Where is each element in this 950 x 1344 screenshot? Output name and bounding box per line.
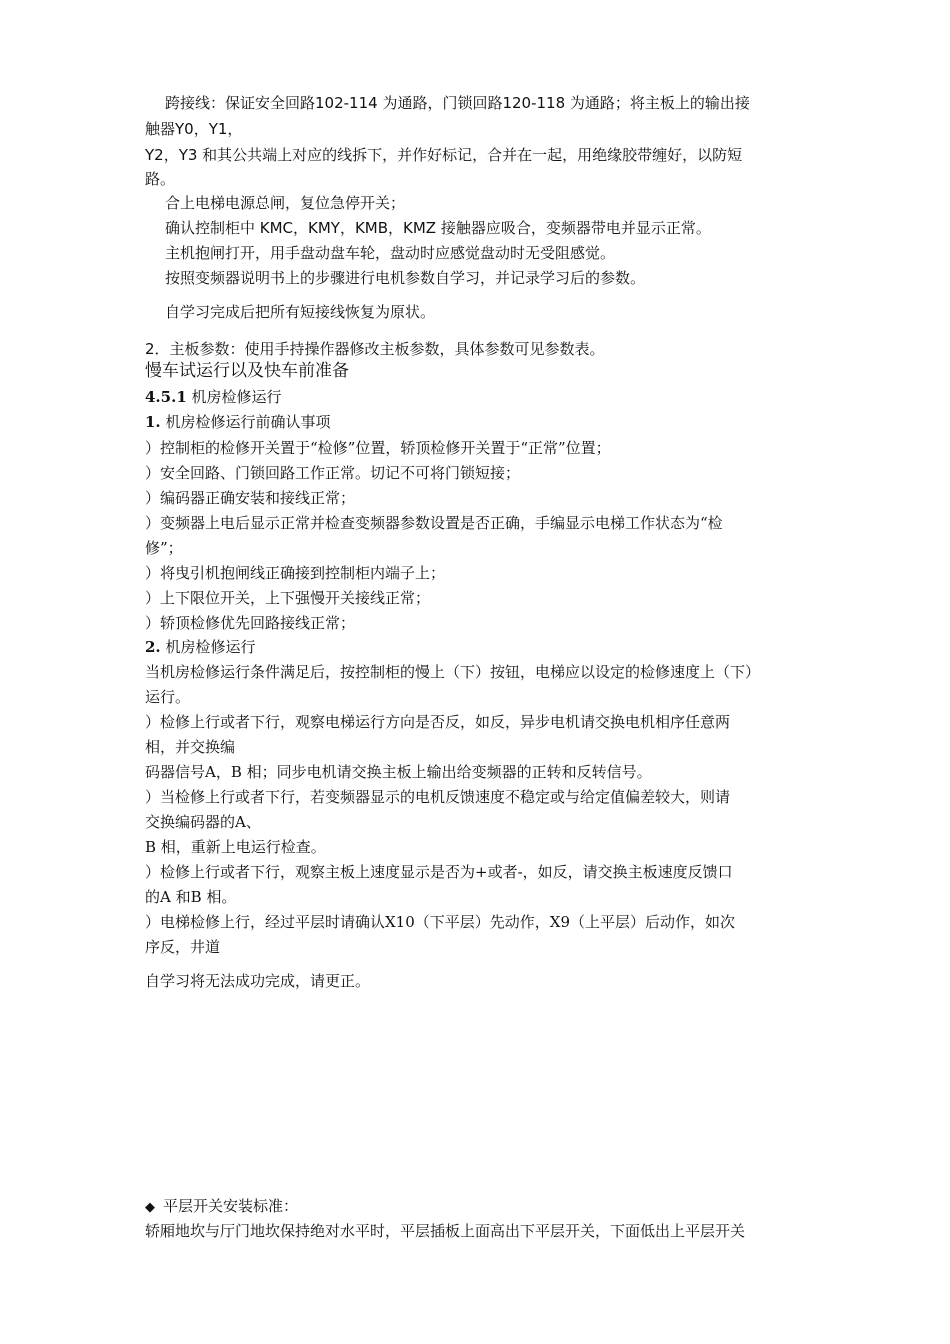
section-heading: 慢车试运行以及快车前准备: [145, 361, 349, 381]
list-item: ）控制柜的检修开关置于“检修”位置，轿顶检修开关置于“正常”位置；: [145, 439, 611, 457]
list-item: ）电梯检修上行，经过平层时请确认X10（下平层）先动作，X9（上平层）后动作，如次: [145, 913, 735, 931]
list-item: ）检修上行或者下行，观察主板上速度显示是否为+或者-，如反，请交换主板速度反馈口: [145, 863, 733, 881]
item-number: 1.: [145, 413, 161, 431]
text-line: 自学习完成后把所有短接线恢复为原状。: [165, 303, 436, 321]
text-line: 的A 和B 相。: [145, 888, 237, 906]
text-line: 路。: [145, 170, 176, 188]
section-number: 4.5.1: [145, 388, 187, 406]
text-line: 轿厢地坎与厅门地坎保持绝对水平时，平层插板上面高出下平层开关，下面低出上平层开关: [145, 1222, 746, 1240]
text-line: 序反，井道: [145, 938, 221, 956]
text-line: 运行。: [145, 688, 191, 706]
subsection-heading: [145, 637, 815, 657]
list-item: ）变频器上电后显示正常并检查变频器参数设置是否正确，手编显示电梯工作状态为“检: [145, 514, 723, 532]
list-item: ）当检修上行或者下行，若变频器显示的电机反馈速度不稳定或与给定值偏差较大，则请: [145, 788, 731, 806]
text-line: 合上电梯电源总闸，复位急停开关；: [165, 194, 406, 212]
diamond-bullet-icon: ◆: [145, 1200, 155, 1215]
heading-text: 机房检修运行前确认事项: [165, 413, 331, 431]
text-line: 按照变频器说明书上的步骤进行电机参数自学习，并记录学习后的参数。: [165, 269, 646, 287]
text-line: 相，并交换编: [145, 738, 236, 756]
list-item: ）安全回路、门锁回路工作正常。切记不可将门锁短接；: [145, 464, 521, 482]
text-line: 2．主板参数：使用手持操作器修改主板参数，具体参数可见参数表。: [145, 340, 605, 358]
text-line: 当机房检修运行条件满足后，按控制柜的慢上（下）按钮，电梯应以设定的检修速度上（下）: [145, 663, 761, 681]
heading-text: 平层开关安装标准：: [163, 1197, 299, 1215]
text-line: B 相，重新上电运行检查。: [145, 838, 326, 856]
text-line: 交换编码器的A、: [145, 813, 261, 831]
text-line: 修”；: [145, 539, 183, 557]
text-line: 确认控制柜中 KMC，KMY，KMB，KMZ 接触器应吸合，变频器带电并显示正常。: [165, 219, 711, 237]
subsection-heading: [145, 412, 815, 432]
subsection-heading: [145, 387, 815, 407]
text-line: 自学习将无法成功完成，请更正。: [145, 972, 371, 990]
list-item: ）编码器正确安装和接线正常；: [145, 489, 356, 507]
item-number: 2.: [145, 638, 161, 656]
text-line: 码器信号A，B 相；同步电机请交换主板上输出给变频器的正转和反转信号。: [145, 763, 652, 781]
list-item: ）轿顶检修优先回路接线正常；: [145, 614, 356, 632]
text-line: 跨接线：保证安全回路102-114 为通路，门锁回路120-118 为通路；将主板上的输出接: [165, 94, 750, 112]
list-item: ）将曳引机抱闸线正确接到控制柜内端子上；: [145, 564, 446, 582]
text-line: Y2，Y3 和其公共端上对应的线拆下，并作好标记，合并在一起，用绝缘胶带缠好，以防短: [145, 146, 743, 164]
text-line: 主机抱闸打开，用手盘动盘车轮，盘动时应感觉盘动时无受阻感觉。: [165, 244, 616, 262]
bullet-heading: [145, 1196, 815, 1218]
list-item: ）上下限位开关，上下强慢开关接线正常；: [145, 589, 431, 607]
heading-text: 机房检修运行: [191, 388, 282, 406]
list-item: ）检修上行或者下行，观察电梯运行方向是否反，如反，异步电机请交换电机相序任意两: [145, 713, 731, 731]
text-line: 触器Y0，Y1，: [145, 120, 243, 138]
heading-text: 机房检修运行: [165, 638, 256, 656]
